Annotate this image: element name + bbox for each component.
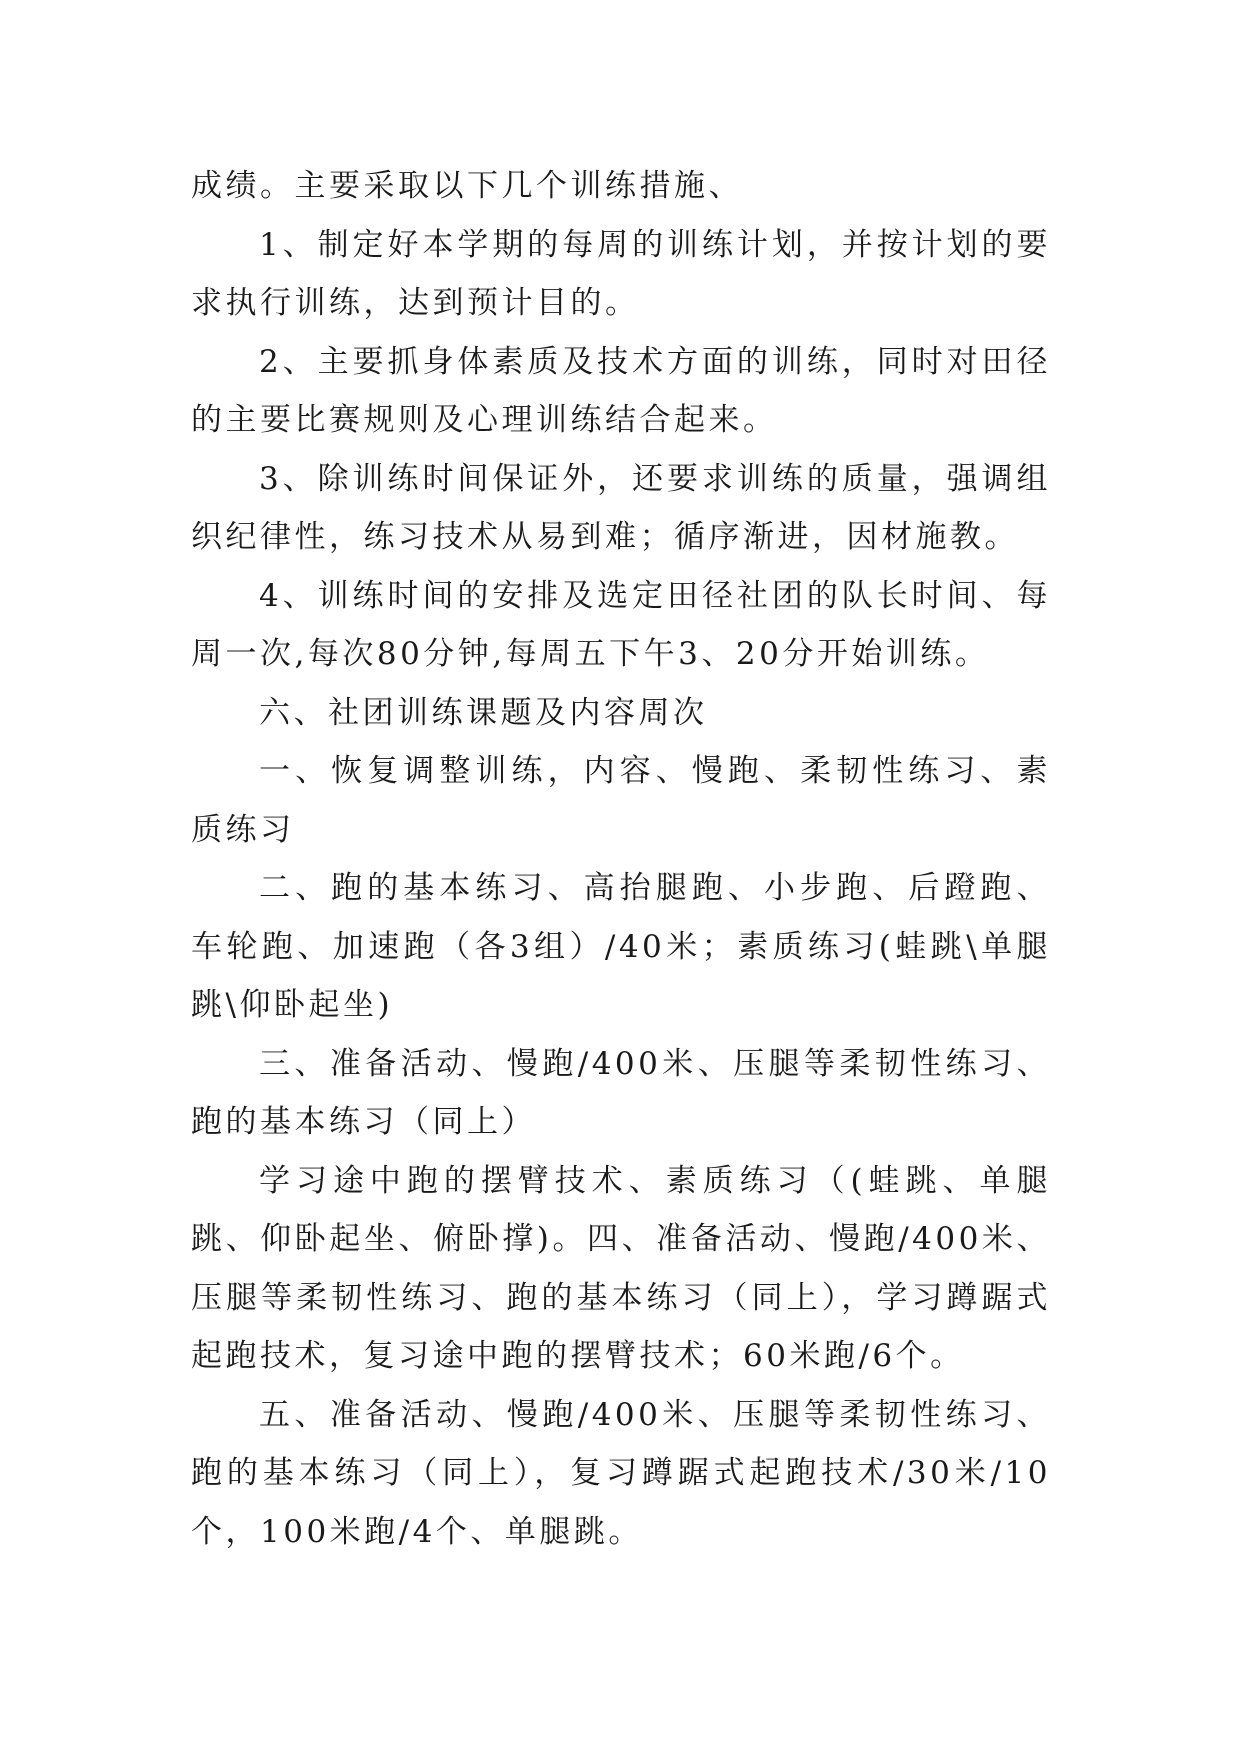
paragraph-7: 一、恢复调整训练，内容、慢跑、柔韧性练习、素质练习 <box>191 753 1051 848</box>
paragraph-4: 3、除训练时间保证外，还要求训练的质量，强调组织纪律性，练习技术从易到难；循序渐进，因材施教。 <box>191 460 1051 555</box>
paragraph-10: 学习途中跑的摆臂技术、素质练习（(蛙跳、单腿跳、仰卧起坐、俯卧撑)。四、准备活动、慢跑/400米、压腿等柔韧性练习、跑的基本练习（同上），学习蹲踞式起跑技术，复习途中跑的摆臂技术；60米跑/6个。 <box>191 1162 1051 1374</box>
paragraph-3: 2、主要抓身体素质及技术方面的训练，同时对田径的主要比赛规则及心理训练结合起来。 <box>191 343 1051 438</box>
paragraph-2: 1、制定好本学期的每周的训练计划，并按计划的要求执行训练，达到预计目的。 <box>191 226 1051 321</box>
paragraph-11: 五、准备活动、慢跑/400米、压腿等柔韧性练习、跑的基本练习（同上），复习蹲踞式起跑技术/30米/10个，100米跑/4个、单腿跳。 <box>191 1396 1051 1550</box>
section-heading-6: 六、社团训练课题及内容周次 <box>259 694 708 731</box>
document-body <box>191 157 1051 1561</box>
paragraph-9: 三、准备活动、慢跑/400米、压腿等柔韧性练习、跑的基本练习（同上） <box>191 1045 1051 1140</box>
paragraph-5: 4、训练时间的安排及选定田径社团的队长时间、每周一次,每次80分钟,每周五下午3、20分开始训练。 <box>191 577 1051 672</box>
paragraph-8: 二、跑的基本练习、高抬腿跑、小步跑、后蹬跑、车轮跑、加速跑（各3组）/40米；素质练习(蛙跳\单腿跳\仰卧起坐) <box>191 870 1051 1023</box>
paragraph-1: 成绩。主要采取以下几个训练措施、 <box>191 168 743 204</box>
